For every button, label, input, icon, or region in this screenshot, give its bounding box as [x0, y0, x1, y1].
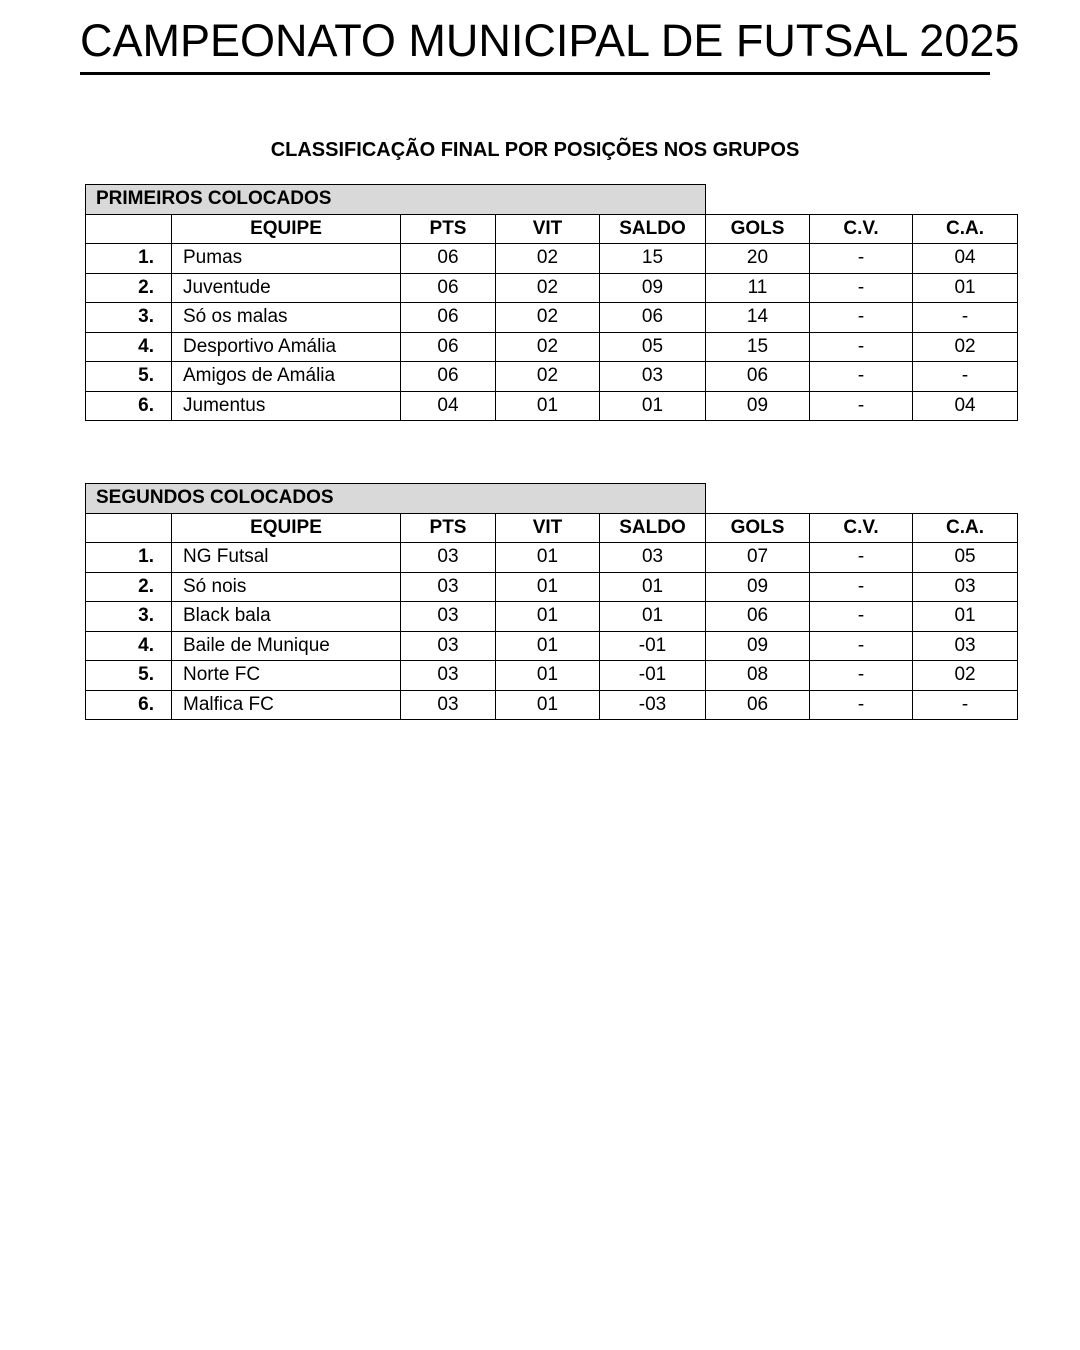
column-header-goal-difference: SALDO — [600, 214, 706, 244]
table-row — [86, 362, 1018, 392]
points-cell: 06 — [401, 273, 496, 303]
goal-difference-cell: 01 — [600, 602, 706, 632]
position-cell: 3. — [86, 602, 172, 632]
wins-cell: 01 — [496, 661, 600, 691]
wins-cell: 02 — [496, 332, 600, 362]
position-cell: 2. — [86, 273, 172, 303]
wins-cell: 02 — [496, 303, 600, 333]
goal-difference-cell: -03 — [600, 690, 706, 720]
goals-cell: 08 — [706, 661, 810, 691]
group-title-row — [86, 484, 1018, 514]
points-cell: 06 — [401, 332, 496, 362]
wins-cell: 02 — [496, 273, 600, 303]
yellow-cards-cell: 03 — [913, 631, 1018, 661]
goals-cell: 09 — [706, 631, 810, 661]
wins-cell: 01 — [496, 572, 600, 602]
column-header-position — [86, 513, 172, 543]
column-header-red-cards: C.V. — [810, 513, 913, 543]
goals-cell: 07 — [706, 543, 810, 573]
goals-cell: 06 — [706, 690, 810, 720]
column-header-goal-difference: SALDO — [600, 513, 706, 543]
goal-difference-cell: 01 — [600, 391, 706, 421]
column-header-wins: VIT — [496, 513, 600, 543]
points-cell: 03 — [401, 543, 496, 573]
table-header-row — [86, 214, 1018, 244]
red-cards-cell: - — [810, 602, 913, 632]
goal-difference-cell: -01 — [600, 661, 706, 691]
yellow-cards-cell: 04 — [913, 244, 1018, 274]
red-cards-cell: - — [810, 362, 913, 392]
points-cell: 03 — [401, 690, 496, 720]
position-cell: 5. — [86, 362, 172, 392]
column-header-points: PTS — [401, 513, 496, 543]
position-cell: 4. — [86, 332, 172, 362]
goals-cell: 14 — [706, 303, 810, 333]
team-cell: Baile de Munique — [172, 631, 401, 661]
yellow-cards-cell: - — [913, 303, 1018, 333]
goal-difference-cell: 05 — [600, 332, 706, 362]
team-cell: Malfica FC — [172, 690, 401, 720]
table-header-row — [86, 513, 1018, 543]
column-header-red-cards: C.V. — [810, 214, 913, 244]
team-cell: Norte FC — [172, 661, 401, 691]
points-cell: 06 — [401, 362, 496, 392]
column-header-wins: VIT — [496, 214, 600, 244]
yellow-cards-cell: 03 — [913, 572, 1018, 602]
column-header-goals: GOLS — [706, 513, 810, 543]
points-cell: 03 — [401, 572, 496, 602]
column-header-points: PTS — [401, 214, 496, 244]
yellow-cards-cell: - — [913, 690, 1018, 720]
document-title: CAMPEONATO MUNICIPAL DE FUTSAL 2025 — [80, 15, 1020, 66]
goals-cell: 15 — [706, 332, 810, 362]
column-header-team: EQUIPE — [172, 214, 401, 244]
wins-cell: 02 — [496, 362, 600, 392]
wins-cell: 01 — [496, 690, 600, 720]
standings-table-second-placed — [85, 483, 1018, 720]
group-title-spacer — [706, 185, 1018, 215]
table-row — [86, 631, 1018, 661]
red-cards-cell: - — [810, 273, 913, 303]
standings-table-first-placed — [85, 184, 1018, 421]
points-cell: 03 — [401, 602, 496, 632]
group-title: PRIMEIROS COLOCADOS — [86, 185, 706, 215]
table-row — [86, 602, 1018, 632]
yellow-cards-cell: - — [913, 362, 1018, 392]
goals-cell: 11 — [706, 273, 810, 303]
team-cell: Desportivo Amália — [172, 332, 401, 362]
goal-difference-cell: 03 — [600, 362, 706, 392]
position-cell: 6. — [86, 391, 172, 421]
wins-cell: 01 — [496, 602, 600, 632]
red-cards-cell: - — [810, 631, 913, 661]
yellow-cards-cell: 02 — [913, 332, 1018, 362]
goals-cell: 09 — [706, 391, 810, 421]
red-cards-cell: - — [810, 244, 913, 274]
wins-cell: 01 — [496, 543, 600, 573]
team-cell: Amigos de Amália — [172, 362, 401, 392]
column-header-team: EQUIPE — [172, 513, 401, 543]
goals-cell: 20 — [706, 244, 810, 274]
points-cell: 03 — [401, 631, 496, 661]
yellow-cards-cell: 04 — [913, 391, 1018, 421]
position-cell: 6. — [86, 690, 172, 720]
table-row — [86, 332, 1018, 362]
column-header-yellow-cards: C.A. — [913, 214, 1018, 244]
document-subtitle: CLASSIFICAÇÃO FINAL POR POSIÇÕES NOS GRUPOS — [270, 139, 800, 161]
column-header-position — [86, 214, 172, 244]
team-cell: Só nois — [172, 572, 401, 602]
position-cell: 5. — [86, 661, 172, 691]
group-title: SEGUNDOS COLOCADOS — [86, 484, 706, 514]
points-cell: 04 — [401, 391, 496, 421]
team-cell: Só os malas — [172, 303, 401, 333]
goal-difference-cell: 06 — [600, 303, 706, 333]
yellow-cards-cell: 01 — [913, 273, 1018, 303]
position-cell: 1. — [86, 244, 172, 274]
table-row — [86, 690, 1018, 720]
wins-cell: 01 — [496, 631, 600, 661]
column-header-goals: GOLS — [706, 214, 810, 244]
red-cards-cell: - — [810, 572, 913, 602]
table-row — [86, 572, 1018, 602]
yellow-cards-cell: 02 — [913, 661, 1018, 691]
goals-cell: 06 — [706, 362, 810, 392]
red-cards-cell: - — [810, 332, 913, 362]
position-cell: 4. — [86, 631, 172, 661]
table-row — [86, 543, 1018, 573]
team-cell: Pumas — [172, 244, 401, 274]
red-cards-cell: - — [810, 690, 913, 720]
table-row — [86, 273, 1018, 303]
goal-difference-cell: 09 — [600, 273, 706, 303]
table-row — [86, 244, 1018, 274]
red-cards-cell: - — [810, 661, 913, 691]
wins-cell: 01 — [496, 391, 600, 421]
position-cell: 1. — [86, 543, 172, 573]
points-cell: 06 — [401, 303, 496, 333]
points-cell: 06 — [401, 244, 496, 274]
red-cards-cell: - — [810, 391, 913, 421]
red-cards-cell: - — [810, 303, 913, 333]
yellow-cards-cell: 05 — [913, 543, 1018, 573]
goal-difference-cell: 03 — [600, 543, 706, 573]
team-cell: NG Futsal — [172, 543, 401, 573]
wins-cell: 02 — [496, 244, 600, 274]
title-underline — [80, 72, 990, 75]
goals-cell: 09 — [706, 572, 810, 602]
column-header-yellow-cards: C.A. — [913, 513, 1018, 543]
goal-difference-cell: 15 — [600, 244, 706, 274]
red-cards-cell: - — [810, 543, 913, 573]
goal-difference-cell: 01 — [600, 572, 706, 602]
table-row — [86, 303, 1018, 333]
table-row — [86, 391, 1018, 421]
points-cell: 03 — [401, 661, 496, 691]
group-title-row — [86, 185, 1018, 215]
group-title-spacer — [706, 484, 1018, 514]
goal-difference-cell: -01 — [600, 631, 706, 661]
position-cell: 3. — [86, 303, 172, 333]
goals-cell: 06 — [706, 602, 810, 632]
position-cell: 2. — [86, 572, 172, 602]
team-cell: Black bala — [172, 602, 401, 632]
team-cell: Juventude — [172, 273, 401, 303]
yellow-cards-cell: 01 — [913, 602, 1018, 632]
table-row — [86, 661, 1018, 691]
team-cell: Jumentus — [172, 391, 401, 421]
